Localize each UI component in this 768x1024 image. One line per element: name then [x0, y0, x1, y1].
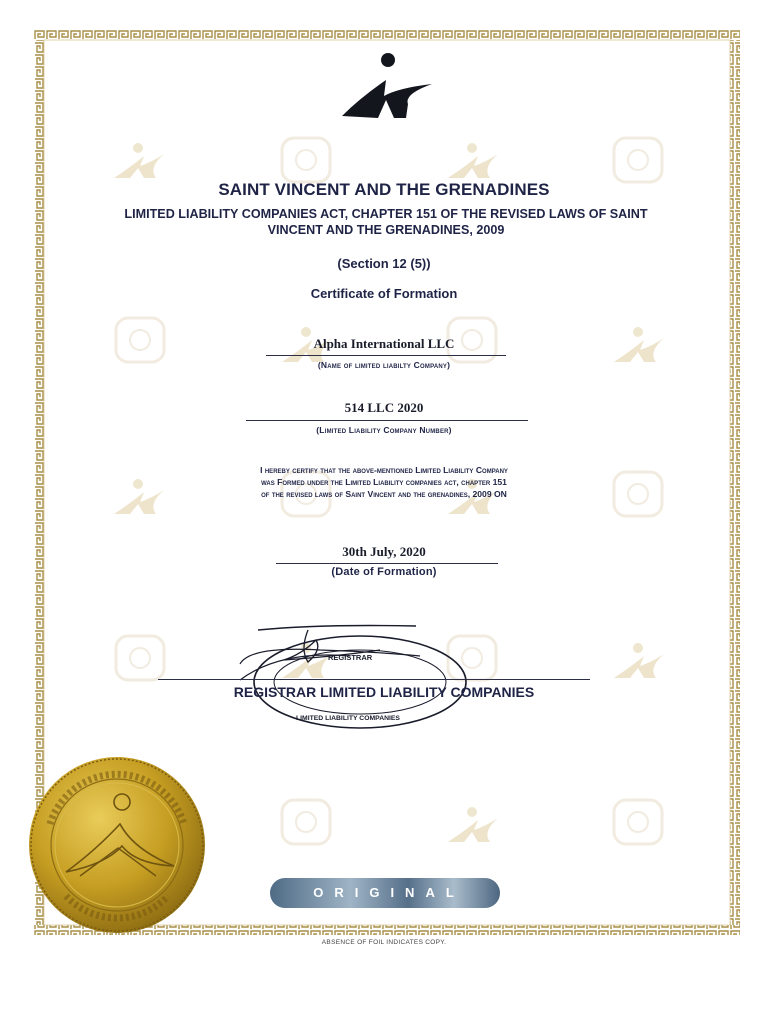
certify-line2: was Formed under the Limited Liability companies act, chapter 151	[261, 477, 507, 487]
section-reference: (Section 12 (5))	[337, 256, 431, 271]
act-reference	[100, 206, 672, 238]
act-reference-line1: LIMITED LIABILITY COMPANIES ACT, CHAPTER 151 OF THE REVISED LAWS OF SAINT	[124, 207, 648, 221]
certification-statement	[150, 464, 618, 500]
company-name-rule	[266, 355, 506, 356]
registrar-title: REGISTRAR LIMITED LIABILITY COMPANIES	[233, 684, 535, 700]
company-number-caption: (Limited Liability Company Number)	[316, 425, 452, 435]
company-number: 514 LLC 2020	[344, 400, 424, 415]
company-name-caption: (Name of limited liabilty Company)	[317, 360, 451, 370]
formation-date-caption: (Date of Formation)	[331, 566, 437, 578]
formation-date-rule	[276, 563, 498, 564]
original-foil-badge: ORIGINAL	[270, 878, 500, 908]
act-reference-line2: VINCENT AND THE GRENADINES, 2009	[267, 223, 505, 237]
foil-note: ABSENCE OF FOIL INDICATES COPY.	[321, 939, 447, 946]
certify-line3: of the revised laws of Saint Vincent and the grenadines, 2009 ON	[261, 489, 507, 499]
company-name: Alpha International LLC	[313, 336, 455, 351]
registrar-rule	[158, 679, 590, 680]
stamp-bottom-text: LIMITED LIABILITY COMPANIES	[296, 715, 400, 722]
company-number-rule	[246, 420, 528, 421]
stamp-top-text: REGISTRAR	[328, 653, 373, 662]
certificate-title: SAINT VINCENT AND THE GRENADINES	[218, 180, 550, 199]
mountain-sun-emblem-icon	[340, 50, 436, 124]
certificate-type: Certificate of Formation	[310, 286, 458, 301]
formation-date: 30th July, 2020	[342, 544, 426, 559]
registrar-signature-stamp	[230, 620, 490, 730]
certify-line1: I hereby certify that the above-mentioned Limited Liability Company	[260, 465, 508, 475]
gold-seal-icon	[26, 754, 208, 936]
